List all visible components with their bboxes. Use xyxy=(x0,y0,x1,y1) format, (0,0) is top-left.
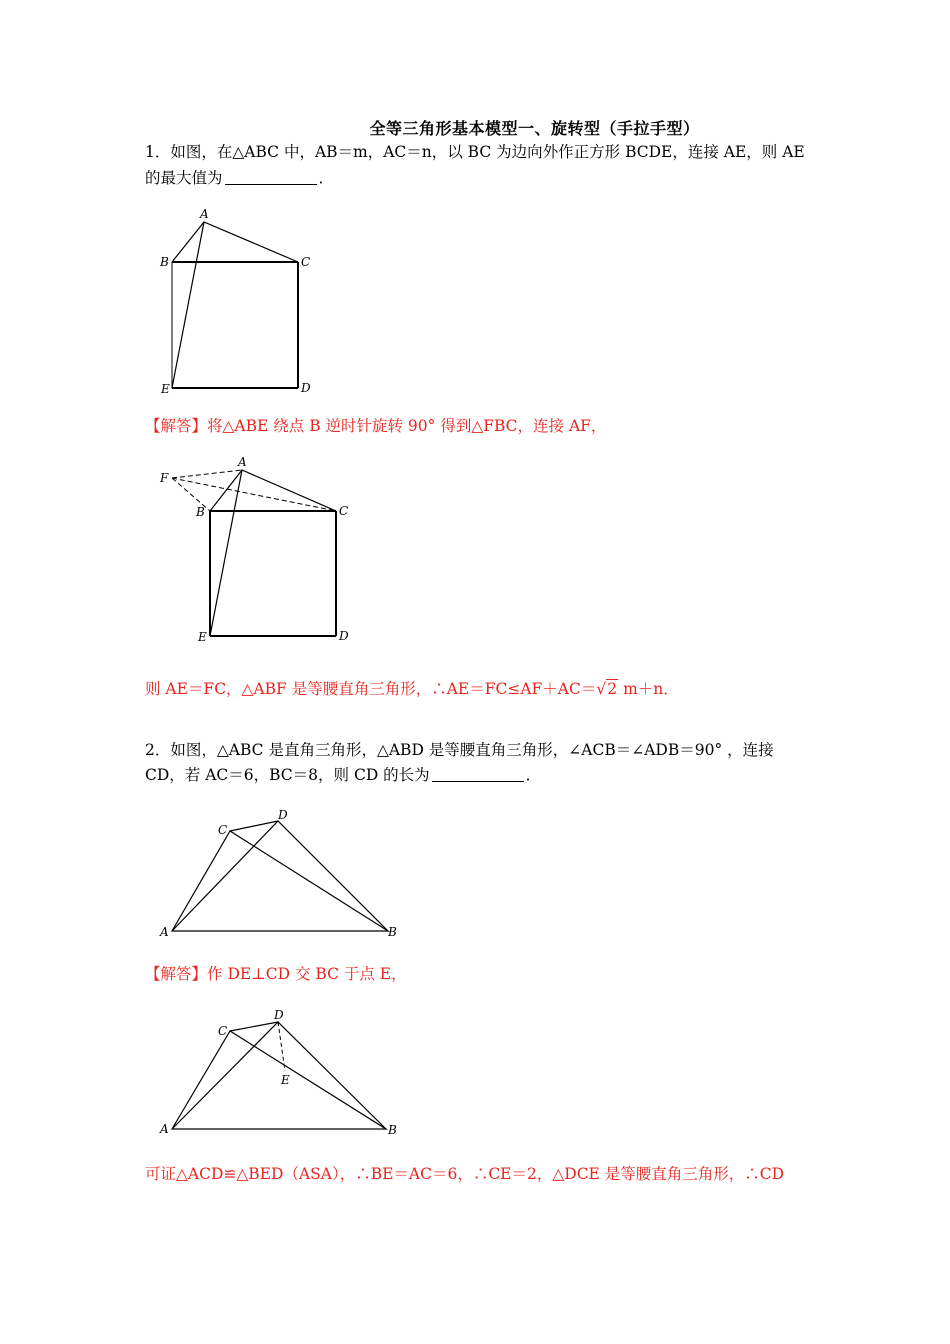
fig1s-label-f: F xyxy=(160,471,169,485)
fig1s-triangle-abc xyxy=(210,470,336,511)
problem-1-line-2 xyxy=(145,168,334,188)
fig1-segment-ae xyxy=(172,222,204,388)
conclusion-2-line: 可证△ACD≌△BED（ASA），∴BE＝AC＝6，∴CE＝2，△DCE 是等腰直角三角形，∴CD xyxy=(145,1165,785,1183)
fig1s-label-c: C xyxy=(339,504,349,518)
fig2s-label-e: E xyxy=(281,1073,290,1087)
fig1s-label-b: B xyxy=(196,505,205,519)
fig1s-label-e: E xyxy=(198,630,207,644)
sqrt-symbol: √2 xyxy=(596,680,618,698)
answer-blank-2[interactable] xyxy=(432,765,524,782)
figure-2-solution xyxy=(150,1003,410,1145)
fig2s-label-d: D xyxy=(274,1008,284,1022)
problem-2-line-1: 2．如图，△ABC 是直角三角形，△ABD 是等腰直角三角形，∠ACB＝∠ADB＝90° ，连接 xyxy=(145,741,774,759)
fig1-triangle-abc xyxy=(172,222,298,262)
problem-2-period: ． xyxy=(525,766,542,784)
solution-2-line xyxy=(145,964,407,984)
fig1-label-e: E xyxy=(161,382,170,396)
fig1s-segment-ae xyxy=(210,470,242,636)
fig1-label-d: D xyxy=(301,381,311,395)
problem-1-prompt: 的最大值为 xyxy=(145,169,223,187)
solution-2-label: 【解答】 xyxy=(145,965,208,983)
fig2-triangle-acb xyxy=(172,831,388,931)
fig2-label-b: B xyxy=(388,925,397,939)
problem-1-period: ． xyxy=(318,169,335,187)
solution-2-text: 作 DE⊥CD 交 BC 于点 E， xyxy=(207,965,407,983)
fig2s-label-b: B xyxy=(388,1123,397,1137)
conclusion-1-line xyxy=(145,679,679,699)
fig1s-dashed-fa xyxy=(172,470,242,478)
fig2-label-c: C xyxy=(218,823,228,837)
page-title: 全等三角形基本模型一、旋转型（手拉手型） xyxy=(369,119,700,138)
fig2s-label-c: C xyxy=(218,1024,228,1038)
figure-2 xyxy=(150,805,410,945)
fig1-label-a: A xyxy=(200,207,209,221)
conclusion-1-text: 则 AE＝FC，△ABF 是等腰直角三角形，∴AE＝FC≤AF＋AC＝ xyxy=(145,680,597,698)
figure-1-solution xyxy=(150,450,360,650)
fig2-label-d: D xyxy=(278,808,288,822)
sqrt-radicand: 2 xyxy=(607,680,618,698)
conclusion-1-tail: m＋n． xyxy=(623,680,679,698)
fig2s-triangle-acb xyxy=(172,1031,386,1129)
fig1-label-c: C xyxy=(301,255,311,269)
problem-2-prompt: CD，若 AC＝6，BC＝8，则 CD 的长为 xyxy=(145,766,430,784)
problem-1-line-1: 1．如图，在△ABC 中，AB＝m，AC＝n，以 BC 为边向外作正方形 BCDE，连接 AE，则 AE xyxy=(145,143,805,161)
fig2-label-a: A xyxy=(160,925,169,939)
problem-2-line-2 xyxy=(145,765,541,785)
fig2-segment-cd xyxy=(230,821,278,831)
fig1s-label-a: A xyxy=(238,455,247,469)
answer-blank-1[interactable] xyxy=(225,168,317,185)
figure-1 xyxy=(150,200,330,400)
fig1s-label-d: D xyxy=(339,629,349,643)
fig1-label-b: B xyxy=(160,255,169,269)
solution-1-text: 将△ABE 绕点 B 逆时针旋转 90° 得到△FBC，连接 AF， xyxy=(207,417,607,435)
solution-1-line xyxy=(145,416,606,436)
fig2s-label-a: A xyxy=(160,1122,169,1136)
solution-1-label: 【解答】 xyxy=(145,417,208,435)
